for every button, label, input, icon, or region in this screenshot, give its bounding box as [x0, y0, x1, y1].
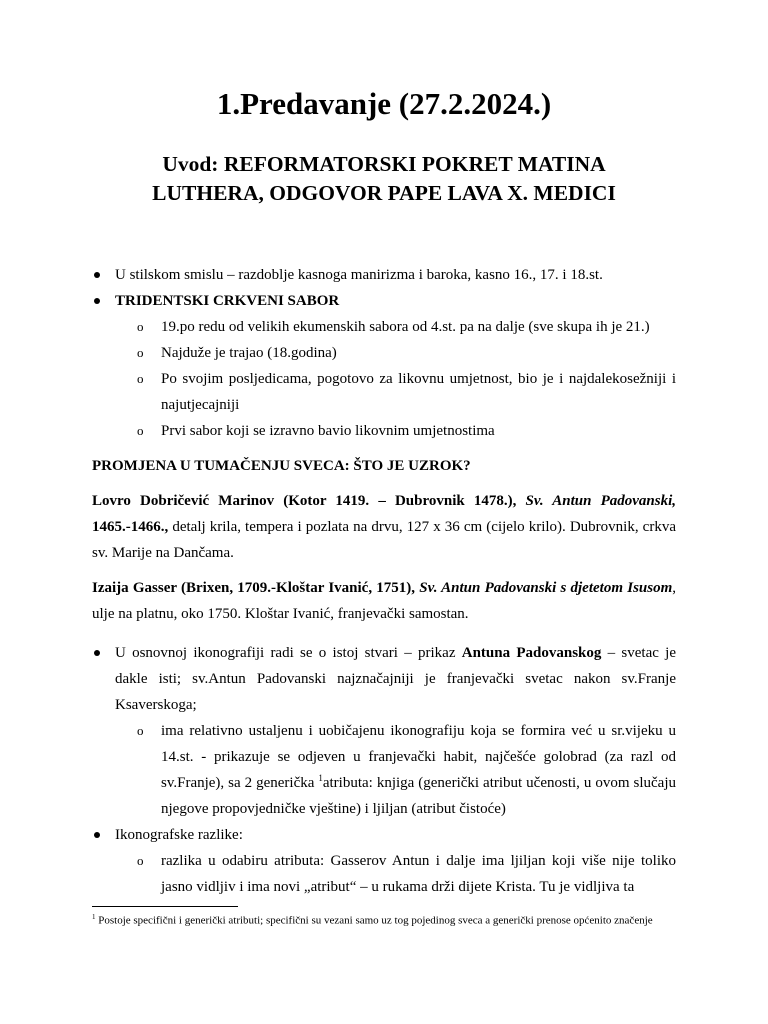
sub-list-2 [115, 718, 676, 822]
section-heading: PROMJENA U TUMAČENJU SVECA: ŠTO JE UZROK? [92, 458, 471, 474]
list-item [92, 640, 676, 718]
list-item [92, 262, 676, 288]
list-item-text: U osnovnoj ikonografiji radi se o istoj stvari – prikaz [115, 645, 462, 661]
footnote-divider [92, 906, 238, 907]
sub-list-item [115, 418, 676, 444]
artwork-date: 1465.-1466., [92, 519, 169, 535]
list-item-text: – svetac je dakle isti; sv.Antun Padovanski najznačajniji je franjevački svetac nakon sv.Franje Ksaverskoga; [115, 645, 676, 713]
artwork-title: Sv. Antun Padovanski s djetetom Isusom [419, 580, 673, 596]
sub-list-item-text: Najduže je trajao (18.godina) [161, 345, 337, 361]
footnote [92, 910, 676, 928]
footnote-reference[interactable]: 1 [318, 773, 323, 783]
sub-list-item-text: Prvi sabor koji se izravno bavio likovnim umjetnostima [161, 423, 495, 439]
list-item-text: TRIDENTSKI CRKVENI SABOR [115, 293, 340, 309]
artwork-details: , ulje na platnu, oko 1750. Kloštar Ivanić, franjevački samostan. [92, 580, 677, 622]
saint-name: Antuna Padovanskog [461, 645, 602, 661]
footnote-text: Postoje specifični i generički atributi; specifični su vezani samo uz tog pojedinog sveca a generički prenose općenito značenje [95, 914, 653, 927]
sub-list-item [115, 340, 676, 366]
sub-list-item [115, 848, 676, 900]
sub-list-item-text: Po svojim posljedicama, pogotovo za likovnu umjetnost, bio je i najdalekosežniji i najutjecajniji [161, 371, 676, 413]
sub-list-item [115, 314, 676, 340]
sub-list-1 [115, 314, 676, 444]
artwork-details: detalj krila, tempera i pozlata na drvu, 127 x 36 cm (cijelo krilo). Dubrovnik, crkva sv. Marije na Dančama. [92, 519, 676, 561]
artwork-title: Sv. Antun Padovanski, [525, 493, 677, 509]
artist-name: Izaija Gasser (Brixen, 1709.-Kloštar Ivanić, 1751), [92, 580, 416, 596]
bullet-list-3 [92, 822, 676, 848]
bullet-list-1 [92, 262, 676, 314]
sub-list-3 [115, 848, 676, 900]
document-body [92, 262, 676, 900]
sub-list-item-text: 19.po redu od velikih ekumenskih sabora od 4.st. pa na dalje (sve skupa ih je 21.) [161, 319, 650, 335]
subtitle-line-2: LUTHERA, ODGOVOR PAPE LAVA X. MEDICI [152, 181, 616, 205]
list-item-text: Ikonografske razlike: [115, 827, 243, 843]
sub-list-item-text: razlika u odabiru atributa: Gasserov Antun i dalje ima ljiljan koji više nije toliko jasno vidljiv i ima novi „atribut“ – u rukama drži dijete Krista. Tu je vidljiva ta [161, 853, 676, 895]
artist-name: Lovro Dobričević Marinov (Kotor 1419. – Dubrovnik 1478.), [92, 493, 517, 509]
sub-list-item [115, 718, 676, 822]
sub-list-item-text: ima relativno ustaljenu i uobičajenu ikonografiju koja se formira već u sr.vijeku u 14.st. - prikazuje se odjeven u franjevački habit, najčešće golobrad (za razl od sv.Franje), sa 2 generička [161, 723, 676, 791]
list-item-text: U stilskom smislu – razdoblje kasnoga manirizma i baroka, kasno 16., 17. i 18.st. [115, 267, 603, 283]
sub-list-item [115, 366, 676, 418]
footnote-number: 1 [92, 913, 96, 921]
page-subtitle [90, 150, 678, 208]
sub-list-item-text: atributa: knjiga (generički atribut učenosti, u ovom slučaju njegove propovjedničke vještine) i ljiljan (atribut čistoće) [161, 775, 676, 817]
subtitle-line-1: Uvod: REFORMATORSKI POKRET MATINA [162, 152, 606, 176]
list-item [92, 288, 676, 314]
page-title: 1.Predavanje (27.2.2024.) [216, 86, 552, 121]
artwork-paragraph-2 [92, 575, 676, 627]
list-item [92, 822, 676, 848]
bullet-list-2 [92, 640, 676, 718]
artwork-paragraph-1 [92, 488, 676, 566]
